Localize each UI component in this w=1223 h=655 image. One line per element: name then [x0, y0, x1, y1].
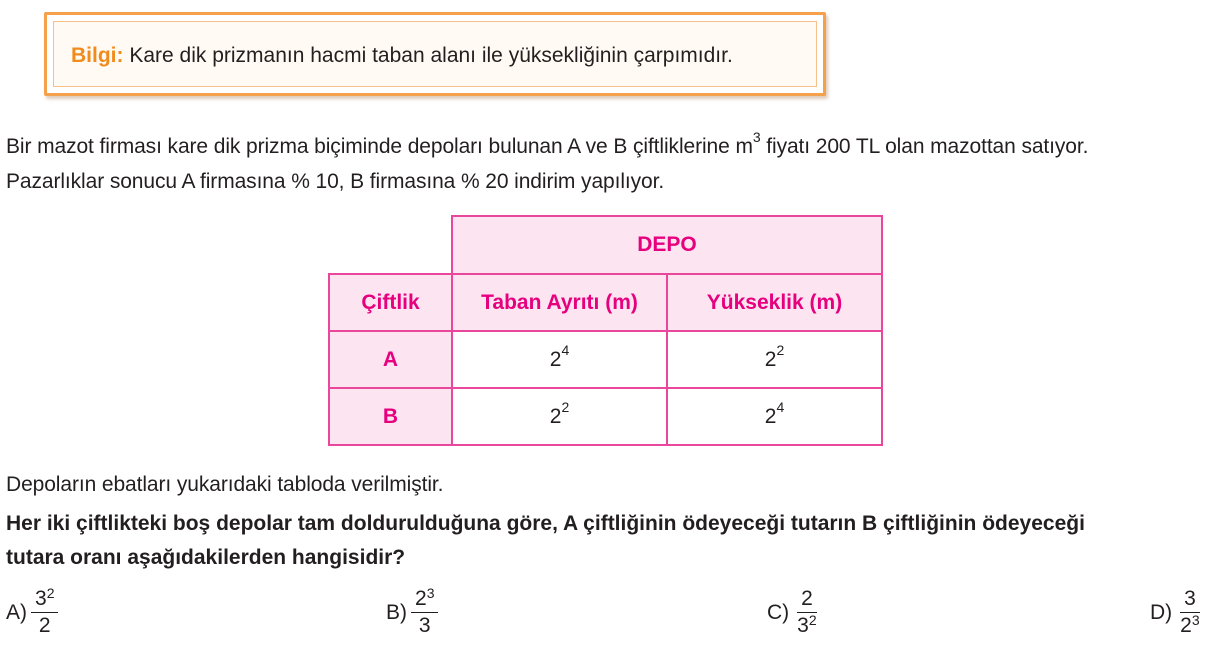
intro-line-1 — [6, 129, 1089, 159]
numerator-base: 3 — [35, 587, 47, 610]
fraction-numerator — [1180, 586, 1200, 613]
fraction-denominator — [1176, 613, 1203, 639]
info-text — [71, 44, 733, 68]
option-d[interactable] — [1150, 586, 1204, 639]
base-value: 2 — [549, 347, 562, 371]
height-cell — [667, 388, 882, 445]
info-box — [44, 12, 826, 96]
denominator-base: 3 — [418, 614, 431, 637]
base-edge-cell — [452, 331, 667, 388]
option-label: D) — [1150, 600, 1173, 624]
fraction-numerator — [797, 586, 817, 613]
fraction-numerator — [31, 586, 58, 613]
question-line-2: tutara oranı aşağıdakilerden hangisidir? — [6, 546, 406, 569]
column-header-base-edge: Taban Ayrıtı (m) — [452, 274, 667, 331]
fraction-denominator — [415, 613, 435, 639]
question-line-1: Her iki çiftlikteki boş depolar tam doldurulduğuna göre, A çiftliğinin ödeyeceği tutarın B çiftliğinin ödeyeceği — [6, 512, 1085, 535]
height-value: 2 — [764, 404, 777, 428]
base-exponent: 4 — [561, 341, 570, 358]
base-exponent: 2 — [561, 398, 570, 415]
numerator-base: 2 — [801, 587, 813, 610]
numerator-base: 2 — [415, 587, 427, 610]
base-edge-cell — [452, 388, 667, 445]
fraction-denominator — [793, 613, 820, 639]
numerator-exponent: 2 — [46, 585, 55, 601]
numerator-exponent: 3 — [426, 585, 435, 601]
option-b[interactable] — [386, 586, 438, 639]
option-fraction — [793, 586, 820, 639]
option-label: C) — [767, 600, 790, 624]
height-value: 2 — [764, 347, 777, 371]
note-text: Depoların ebatları yukarıdaki tabloda verilmiştir. — [6, 473, 444, 496]
denominator-exponent: 3 — [1191, 612, 1200, 628]
option-a[interactable] — [6, 586, 58, 639]
depo-table — [328, 215, 883, 446]
height-exponent: 4 — [776, 398, 785, 415]
empty-corner-cell — [329, 216, 452, 274]
denominator-base: 2 — [1180, 614, 1192, 637]
option-c[interactable] — [767, 586, 821, 639]
numerator-base: 3 — [1184, 587, 1196, 610]
farm-cell: B — [329, 388, 452, 445]
base-value: 2 — [549, 404, 562, 428]
fraction-numerator — [411, 586, 438, 613]
option-label: B) — [386, 600, 407, 624]
denominator-exponent: 2 — [808, 612, 817, 628]
intro-line-1-end: fiyatı 200 TL olan mazottan satıyor. — [760, 135, 1089, 158]
cubic-exponent: 3 — [752, 129, 761, 145]
intro-line-1-start: Bir mazot firması kare dik prizma biçiminde depoları bulunan A ve B çiftliklerine m — [6, 135, 753, 158]
depo-group-header: DEPO — [452, 216, 882, 274]
info-label: Bilgi: — [71, 44, 124, 67]
column-header-height: Yükseklik (m) — [667, 274, 882, 331]
table-row — [329, 331, 882, 388]
height-cell — [667, 331, 882, 388]
column-header-farm: Çiftlik — [329, 274, 452, 331]
table-row — [329, 388, 882, 445]
option-fraction — [1176, 586, 1203, 639]
height-exponent: 2 — [776, 341, 785, 358]
intro-line-2: Pazarlıklar sonucu A firmasına % 10, B firmasına % 20 indirim yapılıyor. — [6, 170, 665, 193]
option-fraction — [411, 586, 438, 639]
denominator-base: 3 — [797, 614, 809, 637]
fraction-denominator — [35, 613, 55, 639]
option-label: A) — [6, 600, 27, 624]
denominator-base: 2 — [38, 614, 51, 637]
option-fraction — [31, 586, 58, 639]
info-body: Kare dik prizmanın hacmi taban alanı ile yüksekliğinin çarpımıdır. — [123, 44, 733, 67]
farm-cell: A — [329, 331, 452, 388]
